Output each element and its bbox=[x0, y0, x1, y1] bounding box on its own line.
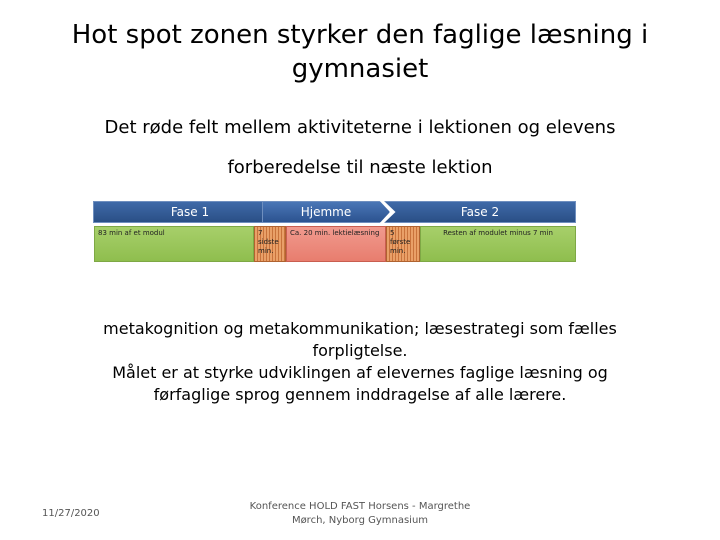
phase-label-fase-1: Fase 1 bbox=[170, 205, 210, 219]
body-line-1: metakognition og metakommunikation; læsestrategi som fælles forpligtelse. bbox=[103, 319, 617, 360]
block-fase-2-module: Resten af modulet minus 7 min bbox=[420, 226, 576, 262]
phase-label-hjemme: Hjemme bbox=[300, 205, 352, 219]
block-first-minutes: 5 første min. bbox=[386, 226, 420, 262]
slide-title: Hot spot zonen styrker den faglige læsning i gymnasiet bbox=[71, 20, 649, 84]
block-last-minutes: 7 sidste min. bbox=[254, 226, 286, 262]
footer-date: 11/27/2020 bbox=[42, 508, 100, 519]
slide-body bbox=[90, 318, 630, 406]
block-homework-reading: Ca. 20 min. lektielæsning bbox=[286, 226, 386, 262]
footer-conference: Konference HOLD FAST Horsens - Margrethe Mørch, Nyborg Gymnasium bbox=[249, 501, 471, 526]
slide-subtitle: Det røde felt mellem aktiviteterne i lektionen og elevens forberedelse til næste lektion bbox=[104, 117, 616, 178]
phase-label-fase-2: Fase 2 bbox=[460, 205, 500, 219]
block-fase-1-module: 83 min af et modul bbox=[94, 226, 254, 262]
body-line-2: Målet er at styrke udviklingen af elevernes faglige læsning og førfaglige sprog gennem inddragelse af alle lærere. bbox=[112, 363, 608, 404]
